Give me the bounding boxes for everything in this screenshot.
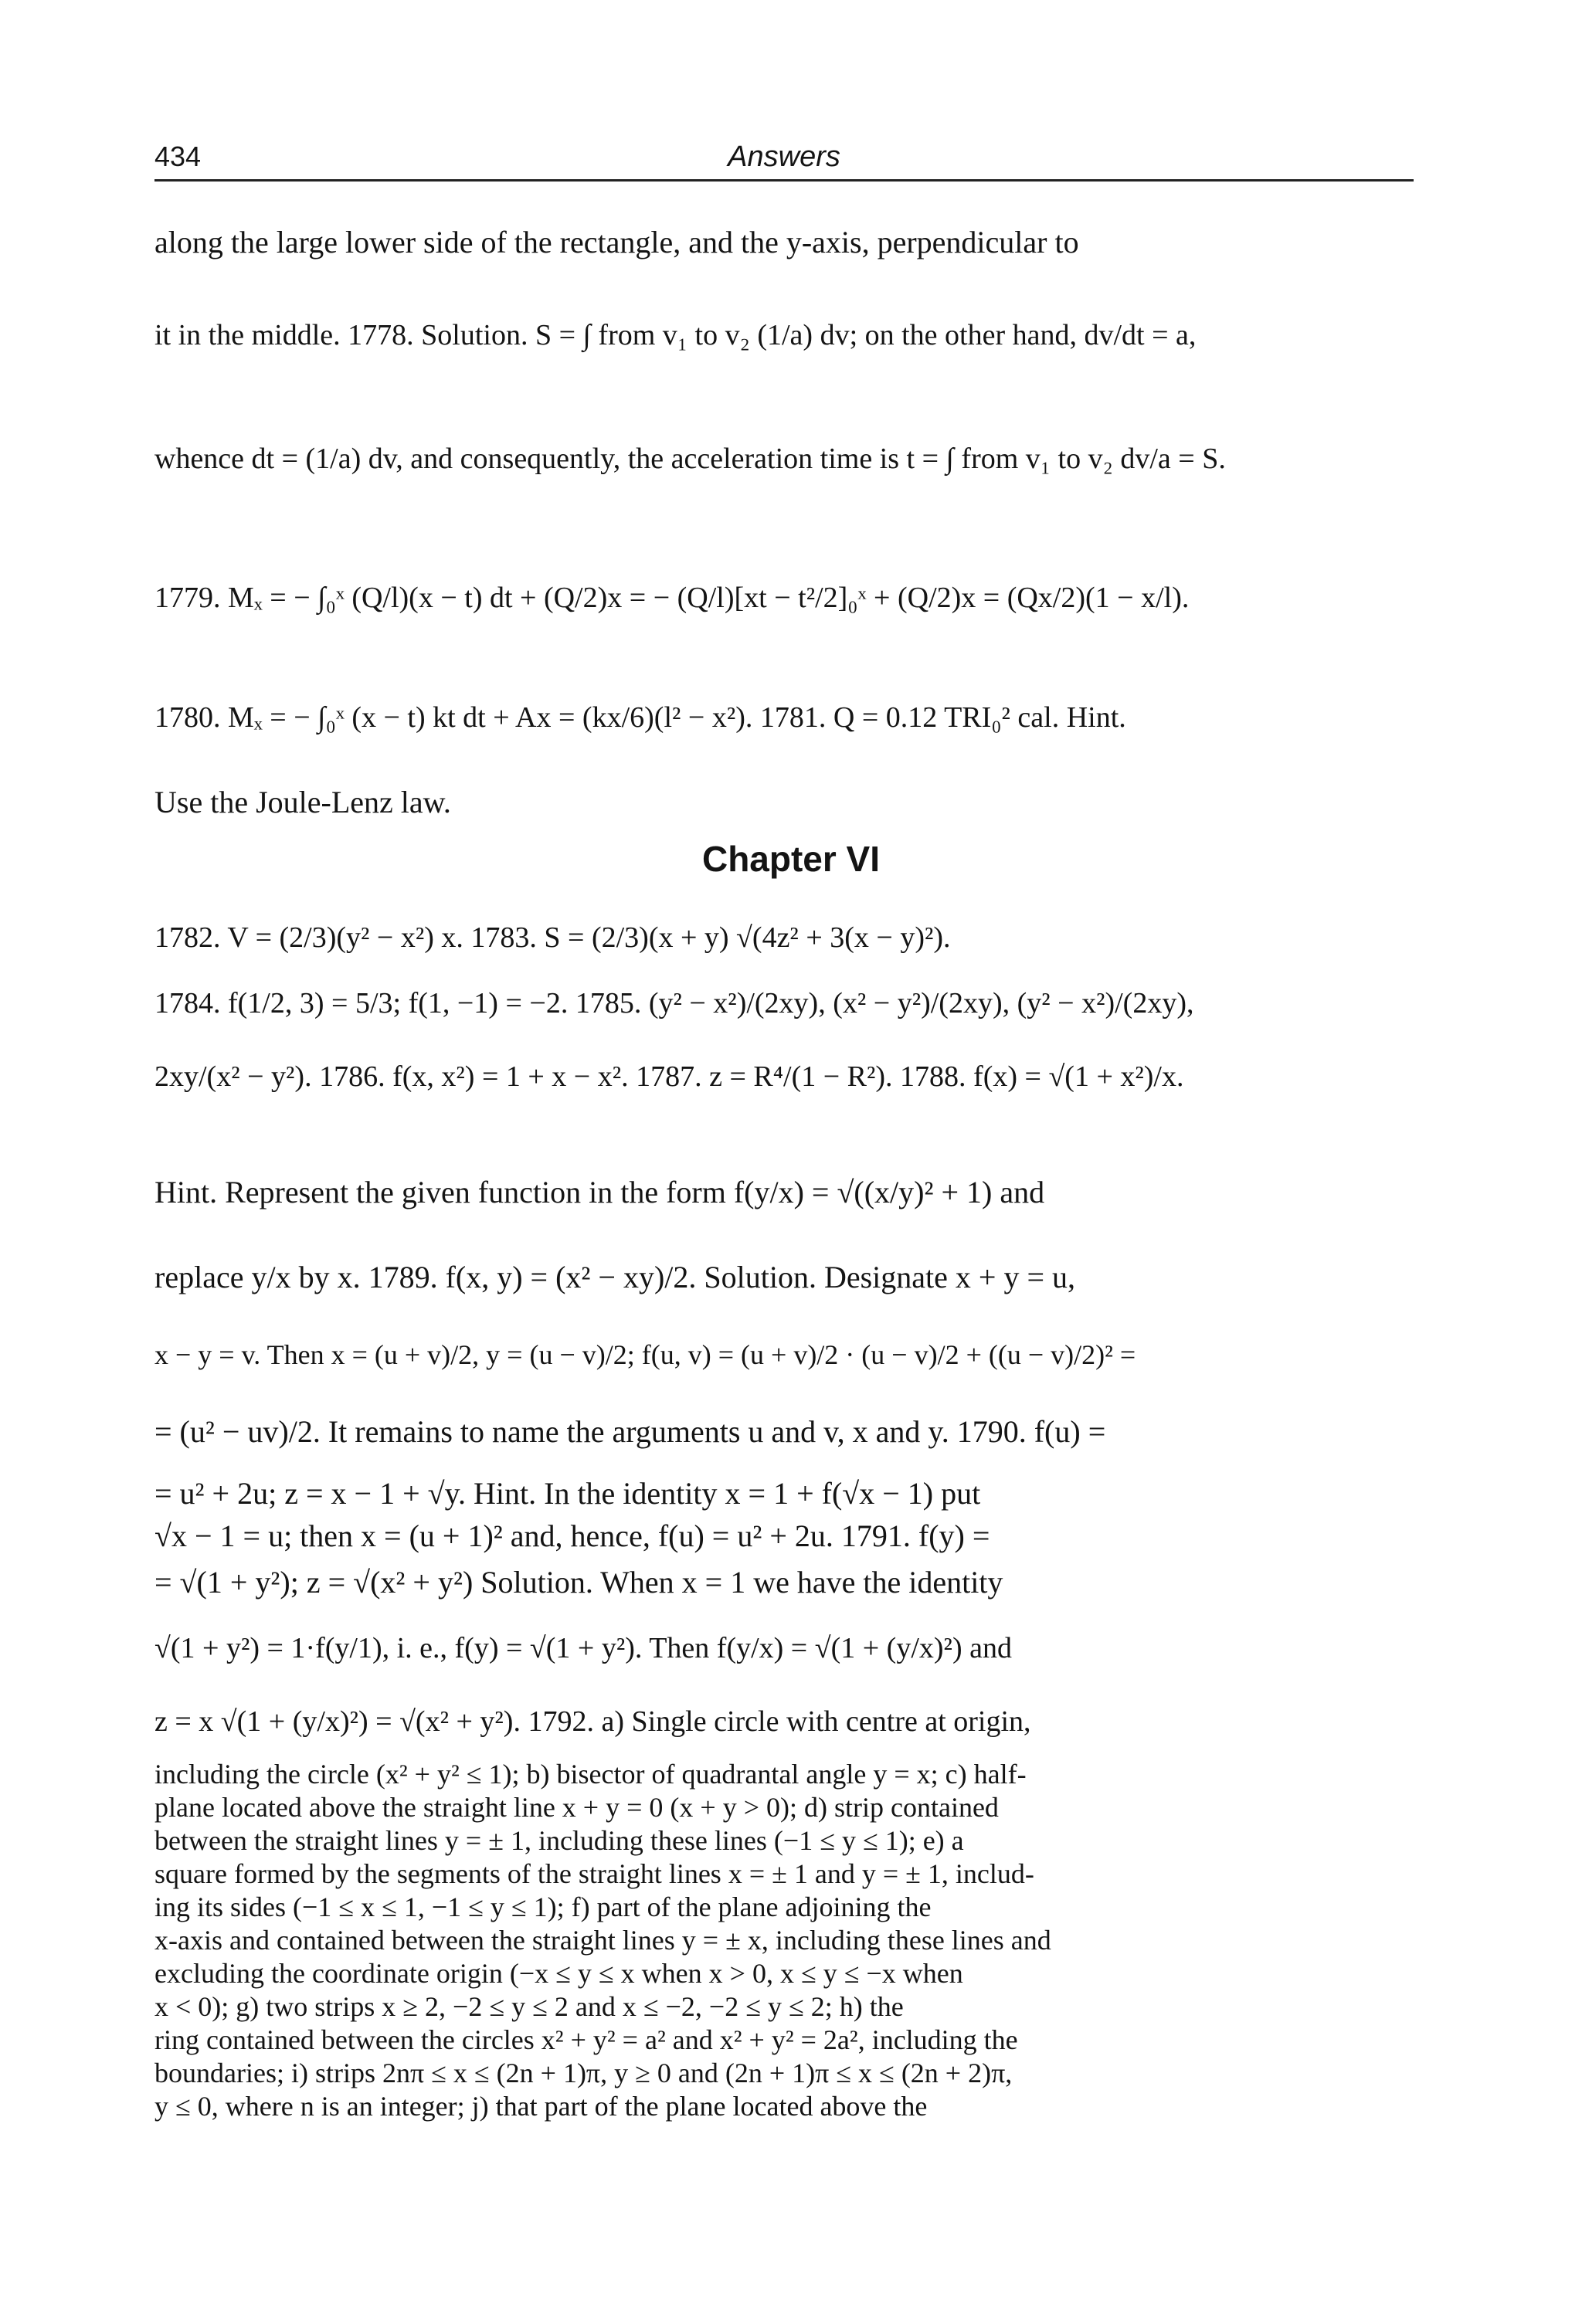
text-line: = √(1 + y²); z = √(x² + y²) Solution. When x = 1 we have the identity [154,1565,1003,1600]
text-line: Use the Joule-Lenz law. [154,785,451,819]
text-line: 1779. Mₓ = − ∫₀ˣ (Q/l)(x − t) dt + (Q/2)x = − (Q/l)[xt − t²/2]₀ˣ + (Q/2)x = (Qx/2)(1 − x/l). [154,582,1190,614]
text-line: x − y = v. Then x = (u + v)/2, y = (u − v)/2; f(u, v) = (u + v)/2 · (u − v)/2 + ((u − v)/2)² = [154,1339,1136,1370]
text-line: square formed by the segments of the straight lines x = ± 1 and y = ± 1, includ- [154,1858,1034,1889]
text-line: between the straight lines y = ± 1, including these lines (−1 ≤ y ≤ 1); e) a [154,1825,964,1856]
text-line: 1780. Mₓ = − ∫₀ˣ (x − t) kt dt + Ax = (kx/6)(l² − x²). 1781. Q = 0.12 TRI₀² cal. Hint. [154,701,1126,734]
running-title: Answers [728,141,840,173]
text-line: along the large lower side of the rectangle, and the y-axis, perpendicular to [154,225,1079,260]
text-line: √x − 1 = u; then x = (u + 1)² and, hence, f(u) = u² + 2u. 1791. f(y) = [154,1518,990,1553]
text-line: 1784. f(1/2, 3) = 5/3; f(1, −1) = −2. 1785. (y² − x²)/(2xy), (x² − y²)/(2xy), (y² − x²)/(2xy), [154,987,1194,1020]
text-line: it in the middle. 1778. Solution. S = ∫ from v₁ to v₂ (1/a) dv; on the other hand, dv/dt = a, [154,319,1197,351]
text-line: including the circle (x² + y² ≤ 1); b) bisector of quadrantal angle y = x; c) half- [154,1759,1027,1790]
text-line: replace y/x by x. 1789. f(x, y) = (x² − xy)/2. Solution. Designate x + y = u, [154,1260,1076,1294]
text-line: whence dt = (1/a) dv, and consequently, the acceleration time is t = ∫ from v₁ to v₂ dv/a = S. [154,443,1226,475]
text-line: Hint. Represent the given function in the form f(y/x) = √((x/y)² + 1) and [154,1175,1045,1209]
text-line: plane located above the straight line x + y = 0 (x + y > 0); d) strip contained [154,1792,999,1823]
text-line: z = x √(1 + (y/x)²) = √(x² + y²). 1792. a) Single circle with centre at origin, [154,1705,1031,1738]
text-line: y ≤ 0, where n is an integer; j) that part of the plane located above the [154,2091,928,2122]
page-number: 434 [154,141,202,172]
text-line: boundaries; i) strips 2nπ ≤ x ≤ (2n + 1)π, y ≥ 0 and (2n + 1)π ≤ x ≤ (2n + 2)π, [154,2058,1013,2088]
text-line: 1782. V = (2/3)(y² − x²) x. 1783. S = (2/3)(x + y) √(4z² + 3(x − y)²). [154,921,951,954]
text-line: = (u² − uv)/2. It remains to name the arguments u and v, x and y. 1790. f(u) = [154,1414,1106,1449]
text-line: excluding the coordinate origin (−x ≤ y ≤ x when x > 0, x ≤ y ≤ −x when [154,1958,963,1989]
text-line: x-axis and contained between the straight lines y = ± x, including these lines and [154,1925,1051,1956]
text-line: ing its sides (−1 ≤ x ≤ 1, −1 ≤ y ≤ 1); f) part of the plane adjoining the [154,1891,932,1922]
text-line: = u² + 2u; z = x − 1 + √y. Hint. In the identity x = 1 + f(√x − 1) put [154,1476,981,1511]
chapter-heading: Chapter VI [701,839,881,879]
text-line: x < 0); g) two strips x ≥ 2, −2 ≤ y ≤ 2 and x ≤ −2, −2 ≤ y ≤ 2; h) the [154,1991,904,2022]
text-line: 2xy/(x² − y²). 1786. f(x, x²) = 1 + x − x². 1787. z = R⁴/(1 − R²). 1788. f(x) = √(1 + x²)/x. [154,1060,1184,1093]
text-line: ring contained between the circles x² + y² = a² and x² + y² = 2a², including the [154,2024,1018,2055]
text-line: √(1 + y²) = 1·f(y/1), i. e., f(y) = √(1 + y²). Then f(y/x) = √(1 + (y/x)²) and [154,1632,1012,1664]
page-header [154,139,1414,182]
